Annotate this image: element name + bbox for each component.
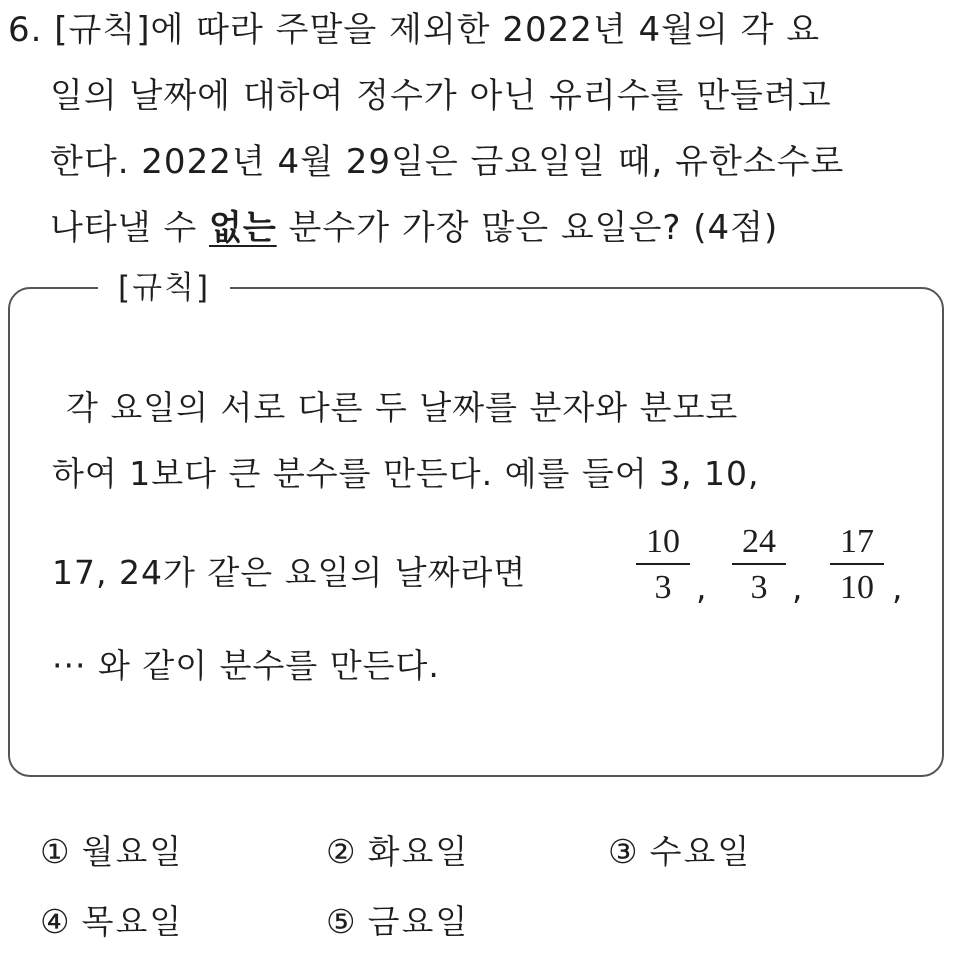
choice-1[interactable] [40, 830, 183, 874]
rule-line-1: 각 요일의 서로 다른 두 날짜를 분자와 분모로 [66, 388, 739, 427]
rule-line-2: 하여 1보다 큰 분수를 만든다. 예를 들어 3, 10, [52, 454, 760, 493]
question-line-2: 일의 날짜에 대하여 정수가 아닌 유리수를 만들려고 [50, 76, 832, 116]
choice-3-label: 수요일 [649, 832, 752, 871]
rule-box-title: [규칙] [98, 268, 230, 308]
fraction-1-numerator: 10 [646, 523, 680, 560]
fraction-2-numerator: 24 [742, 523, 776, 560]
choice-4[interactable] [40, 900, 183, 944]
fraction-3-numerator: 17 [840, 523, 874, 560]
fraction-2-denominator: 3 [750, 569, 768, 606]
question-line-4 [50, 206, 778, 250]
fraction-1 [636, 522, 690, 608]
fraction-1-separator: , [696, 568, 707, 607]
choice-5-label: 금요일 [367, 902, 470, 941]
question-emphasis: 없는 [209, 208, 277, 248]
choice-5[interactable] [326, 900, 469, 944]
fraction-3-denominator: 10 [840, 569, 874, 606]
fraction-2-bar [732, 563, 786, 565]
fraction-1-denominator: 3 [654, 569, 672, 606]
question-line-4-start: 나타낼 수 [50, 208, 209, 248]
fraction-3-bar [830, 563, 884, 565]
fraction-3-separator: , [892, 568, 903, 607]
question-line-1 [8, 8, 820, 52]
choice-5-mark: ⑤ [326, 902, 358, 941]
fraction-3 [830, 522, 884, 608]
question-line-4-end: 분수가 가장 많은 요일은? (4점) [276, 208, 779, 248]
question-line-3: 한다. 2022년 4월 29일은 금요일일 때, 유한소수로 [50, 142, 845, 182]
choice-1-label: 월요일 [81, 832, 184, 871]
question-text-line-1: [규칙]에 따라 주말을 제외한 2022년 4월의 각 요 [54, 10, 821, 50]
choice-3[interactable] [608, 830, 751, 874]
choice-2-mark: ② [326, 832, 358, 871]
choice-4-label: 목요일 [81, 902, 184, 941]
fraction-2 [732, 522, 786, 608]
fraction-1-bar [636, 563, 690, 565]
choice-2[interactable] [326, 830, 469, 874]
choice-2-label: 화요일 [367, 832, 470, 871]
choice-4-mark: ④ [40, 902, 72, 941]
rule-line-4: ··· 와 같이 분수를 만든다. [52, 646, 440, 685]
fraction-2-separator: , [792, 568, 803, 607]
rule-line-3-prefix: 17, 24가 같은 요일의 날짜라면 [52, 553, 527, 592]
rule-box [8, 287, 944, 777]
choice-1-mark: ① [40, 832, 72, 871]
question-number: 6. [8, 10, 43, 50]
choice-3-mark: ③ [608, 832, 640, 871]
